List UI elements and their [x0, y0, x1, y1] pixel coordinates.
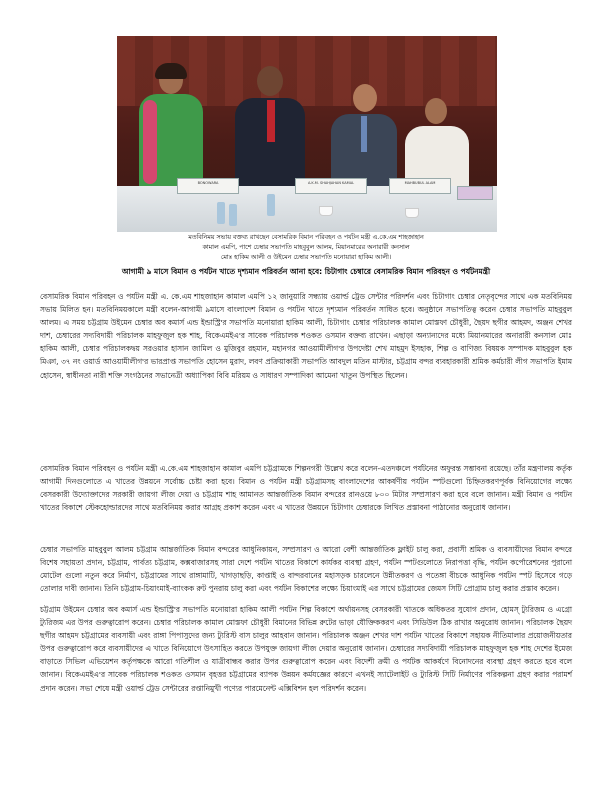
tea-cup-2: [405, 208, 419, 218]
paragraph-2: বেসামরিক বিমান পরিবহন ও পর্যটন মন্ত্রী এ.কে.এম শাহজাহান কামাল এমপি চট্টগ্রামকে শিল্পনগরী উল্লেখ করে বলেন-এতদঞ্চলে পর্যটনের অফুরন্ত সম্ভাবনা রয়েছে। তাঁর মন্ত্রণালয় কর্তৃক আগামী দিনগুলোতে এ খাতের উন্নয়নে সর্বোচ্চ চেষ্টা করা হবে। বিমান ও পর্যটন মন্ত্রী চট্টগ্রামসহ বাংলাদেশের আকর্ষণীয় পর্যটন স্পটগুলো চিহ্নিতকরণপূর্বক বিনিয়োগের লক্ষ্যে বেসরকারী উদ্যোক্তাদের সরকারী জায়গা লীজ দেয়া ও চট্টগ্রাম শাহ আমানত আন্তর্জাতিক বিমান বন্দরের রানওয়ে ৮০০ মিটার সম্প্রসারণ করা হবে বলে জানান। মন্ত্রী বিমান ও পর্যটন খাতের বিকাশে স্টেকহোল্ডারদের সাথে মতবিনিময় করার আগ্রহ প্রকাশ করেন এবং এ খাতের উন্নয়নে চিটাগাং চেম্বারকে লিখিত প্রস্তাবনা পাঠানোর অনুরোধ জানান।: [40, 464, 572, 513]
nameplate-1: BONOWARA: [177, 178, 239, 194]
caption-line-2: কামাল এমপি, পাশে চেম্বার সভাপতি মাহবুবুল আলম, মিয়ানমারের অনারারী কনসাল: [202, 244, 410, 251]
paragraph-4: চট্টগ্রাম উইমেন চেম্বার অব কমার্স এন্ড ইন্ডাস্ট্রি'র সভাপতি মনোয়ারা হাকিম আলী পর্যটন শিল্প বিকাশে অর্থায়নসহ বেসরকারী খাতকে অধিকতর সুযোগ প্রদান, হোমস্ ট্যুরিজম ও এগ্রো ট্যুরিজম এর উপর গুরুত্বারোপ করেন। চেম্বার পরিচালক কামাল মোস্তফা চৌধুরী বিমানের বিভিন্ন রুটের ভাড়া যৌক্তিককরণ এবং সিডিউল ঠিক রাখার অনুরোধ জানান। পরিচালক ছৈয়দ ছগীর আহমদ চট্টগ্রামের ব্যবসায়ী এবং রাঙ্গা পিপাসুদের জন্য ট্যুরিস্ট বাস চালুর আহবান জানান। পরিচালক অঞ্জন শেখর দাশ পর্যটন খাতের বিকাশে সহায়ক নীতিমালার প্রয়োজনীয়তার উপর গুরুত্বারোপ করে ব্যবসায়ীদের এ খাতে বিনিয়োগে উৎসাহিত করতে উপযুক্ত জায়গা লীজ দেয়ার অনুরোধ জানান। চেম্বারের সদ্যবিদায়ী পরিচালক মাহফুজুল হক শাহ দেশের ইমেজ বাড়াতে সিভিল এভিয়েশন কর্তৃপক্ষকে আরো গতিশীল ও যাত্রীবান্ধব করার উপর গুরুত্বারোপ করেন এবং বিদেশী ক্রমী ও পর্যটক আকর্ষণে বিনোদনের ব্যবস্থা গ্রহণ করতে হবে বলে জানান। বিকেএমইএ'র সাবেক পরিচালক শওকত ওসমান বৃহত্তর চট্টগ্রামের ব্যাপক উন্নয়ন কর্মযজ্ঞের কারণে এখনই স্যাটেলাইট ও ট্যুরিস্ট সিটি নির্মাণের পরিকল্পনা গ্রহণ করার পরামর্শ প্রদান করেন। সভা শেষে মন্ত্রী ওয়ার্ল্ড ট্রেড সেন্টারের রপ্তানিমুখী পণ্যের পারমেনেন্ট এক্সিবিশন হল পরিদর্শন করেন।: [40, 605, 572, 693]
water-bottle-1: [217, 202, 225, 224]
caption-line-3: মোঃ হাকিম আলী ও উইমেন চেম্বার সভাপতি মনোয়ারা হাকিম আলী।: [220, 254, 392, 261]
meeting-photo: [117, 36, 497, 232]
paragraph-1: বেসামরিক বিমান পরিবহন ও পর্যটন মন্ত্রী এ. কে.এম শাহজাহান কামাল এমপি ১২ জানুয়ারি সন্ধ্যায় ওয়ার্ল্ড ট্রেড সেন্টার পরিদর্শন এবং চিটাগাং চেম্বার নেতৃবৃন্দের সাথে এক মতবিনিময় সভায় মিলিত হন। মতবিনিময়কালে মন্ত্রী বলেন-আগামী ৯মাসে বাংলাদেশ বিমান ও পর্যটন খাতে দৃশ্যমান পরিবর্তন সাধিত হবে। অনুষ্ঠানে সভাপতিত্ব করেন চেম্বার সভাপতি মাহবুবুল আলম। এ সময় চট্টগ্রাম উইমেন চেম্বার অব কমার্স এন্ড ইন্ডাস্ট্রি'র সভাপতি মনোয়ারা হাকিম আলী, চিটাগাং চেম্বার পরিচালক কামাল মোস্তফা চৌধুরী, ছৈয়দ ছগীর আহমদ, অঞ্জন শেখর দাশ, চেম্বারের সদ্যবিদায়ী পরিচালক মাহফুজুল হক শাহ, বিকেএমইএ'র সাবেক পরিচালক শওকত ওসমান বক্তব্য রাখেন। এছাড়া অন্যান্যদের মধ্যে মিয়ানমারের অনারারী কনসাল মোঃ হাকিম আলী, চেম্বার পরিচালকদ্বয় সরওয়ার হাসান জামিল ও মুজিবুর রহমান, মহানগর আওয়ামীলীগ'র উপদেষ্টা শেখ মাহমুদ ইসহাক, শিল্প ও বাণিজ্য বিষয়ক সম্পাদক মাহবুবুল হক মিঞা, ৩৭ নং ওয়ার্ড আওয়ামীলীগ'র ভারপ্রাপ্ত সভাপতি হোসেন মুরাদ, লবণ প্রক্রিয়াকারী সভাপতি আবদুল মতিন মাস্টার, চট্টগ্রাম বন্দর ব্যবহারকারী শ্রমিক কর্মচারী লীগ সভাপতি ইমাম হোসেন, স্বাধীনতা নারী শক্তি সংগঠনের সভানেত্রী অধ্যাপিকা বিবি মরিয়ম ও সাধারণ সম্পাদিকা আমেনা খাতুন উপস্থিত ছিলেন।: [40, 292, 572, 380]
nameplate-3: MAHBUBUL ALAM: [389, 178, 451, 194]
caption-line-1: মতবিনিময় সভায় বক্তব্য রাখছেন বেসামরিক বিমান পরিবহন ও পর্যটন মন্ত্রী এ.কে.এম শাহজাহান: [188, 234, 424, 241]
paragraph-3: চেম্বার সভাপতি মাহবুবুল আলম চট্টগ্রাম আন্তর্জাতিক বিমান বন্দরের আধুনিকায়ন, সম্প্রসারণ ও আরো বেশী আন্তর্জাতিক ফ্লাইট চালু করা, প্রবাসী শ্রমিক ও ব্যবসায়ীদের বিমান বন্দরে বিশেষ সহায়তা প্রদান, চট্টগ্রাম, পার্বত্য চট্টগ্রাম, কক্সবাজারসহ সারা দেশে পর্যটন খাতের বিকাশে কার্যকর ব্যবস্থা গ্রহণ, পর্যটন স্পটগুলোতে নিরাপত্তা বৃদ্ধি, পর্যটন কর্পোরেশনের পুরানো মোটেল গুলো নতুন করে নির্মাণ, চট্টগ্রামের সাথে রাঙ্গামাটি, খাগড়াছড়ি, কাপ্তাই ও বান্দরবানের মহাসড়ক চারলেনে উন্নীতকরণ ও পতেঙ্গা বীচকে আধুনিক পর্যটন স্পট হিসেবে গড়ে তোলার দাবী জানান। তিনি চট্টগ্রাম-চিয়াংমাই-ব্যাংকক রুট পুনরায় চালু করা এবং পর্যটন বিকাশের লক্ষ্যে চিয়াংমাই এর সাথে চট্টগ্রামের জেমস সিটি প্রোগ্রাম চালু করার প্রস্তাব করেন।: [40, 545, 572, 594]
nameplate-4: [457, 186, 493, 200]
headline: আগামী ৯ মাসে বিমান ও পর্যটন খাতে দৃশ্যমান পরিবর্তন আনা হবে: চিটাগাং চেম্বারে বেসামরিক বিমান পরিবহন ও পর্যটনমন্ত্রী: [121, 267, 491, 276]
water-bottle-3: [267, 194, 275, 216]
nameplate-2: A.K.M. SHAHJAHAN KAMAL: [295, 178, 367, 194]
photo-caption: [150, 233, 462, 263]
water-bottle-2: [229, 204, 237, 226]
tea-cup-1: [319, 206, 333, 216]
